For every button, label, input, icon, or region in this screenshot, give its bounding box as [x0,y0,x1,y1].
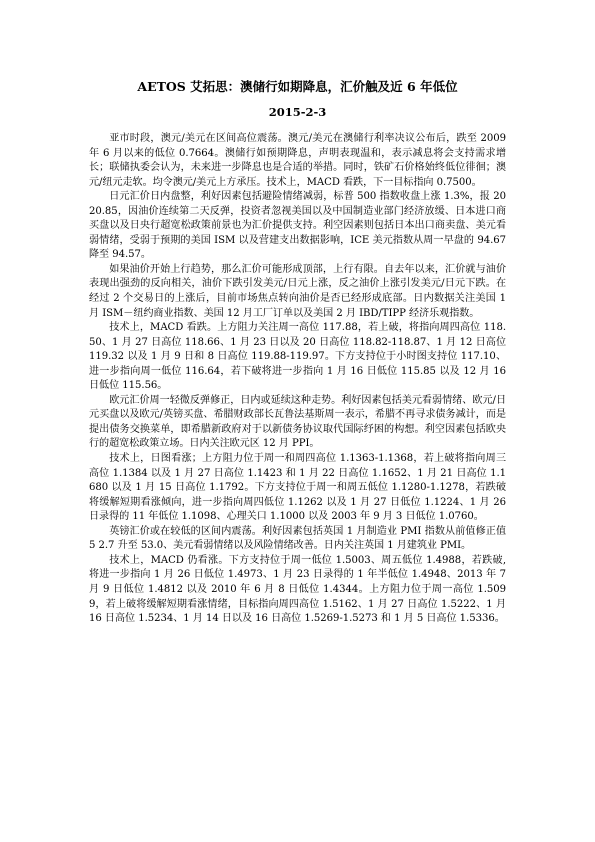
paragraph-eur-technical: 技术上，日图看涨；上方阻力位于周一和周四高位 1.1363-1.1368，若上破将指向周三高位 1.1384 以及 1 月 27 日高位 1.1423 和 1 月 22 日高位 1.1652、1 月 21 日高位 1.1680 以及 1 月 15 日高位 1.1792。下方支持位于周一和周五低位 1.1280-1.1278，若跌破将缓解短期看涨倾向，进一步指向周四低位 1.1262 以及 1 月 27 日低位 1.1224、1 月 26 日录得的 11 年低位 1.1098、心理关口 1.1000 以及 2003 年 9 月 3 日低位 1.0760。 [89,453,506,523]
paragraph-gbp-fundamentals: 英镑汇价或在较低的区间内震荡。利好因素包括英国 1 月制造业 PMI 指数从前值修正值 5 2.7 升至 53.0、美元看弱情绪以及风险情绪改善。日内关注英国 1 月建筑业 PMI。 [89,525,506,552]
paragraph-jpy-oil: 如果油价开始上行趋势，那么汇价可能形成顶部，上行有限。自去年以来，汇价就与油价表现出强劲的反向相关，油价下跌引发美元/日元上涨，反之油价上涨引发美元/日元下跌。在经过 2 个交易日的上涨后，目前市场焦点转向油价是否已经形成底部。日内数据关注美国 1 月 ISM－纽约商业指数、美国 12 月工厂订单以及美国 2 月 IBD/TIPP 经济乐观指数。 [89,263,506,319]
paragraph-eur-fundamentals: 欧元汇价周一轻微反弹修正，日内或延续这种走势。利好因素包括美元看弱情绪、欧元/日元买盘以及欧元/英镑买盘、希腊财政部长瓦鲁法基斯周一表示，希腊不再寻求债务减计，而是提出债务交换菜单，即希腊新政府对于以新债务协议取代国际纾困的构想。利空因素包括欧央行的超宽松政策立场。日内关注欧元区 12 月 PPI。 [89,394,506,450]
article-date: 2015-2-3 [268,105,327,119]
paragraph-aud: 亚市时段，澳元/美元在区间高位震荡。澳元/美元在澳储行利率决议公布后，跌至 2009 年 6 月以来的低位 0.7664。澳储行如预期降息，声明表现温和，表示减息将会支持需求增长；联储执委会认为，未来进一步降息也是合适的举措。同时，铁矿石价格始终低位徘徊；澳元/纽元走软。均令澳元/美元上方承压。技术上，MACD 看跌，下一目标指向 0.7500。 [89,133,506,188]
paragraph-gbp-technical: 技术上，MACD 仍看涨。下方支持位于周一低位 1.5003、周五低位 1.4988，若跌破,将进一步指向 1 月 26 日低位 1.4973、1 月 23 日录得的 1 年半低位 1.4948、2013 年 7 月 9 日低位 1.4812 以及 2010 年 6 月 8 日低位 1.4344。上方阻力位于周一高位 1.5099，若上破将缓解短期看涨情绪，目标指向周四高位 1.5162、1 月 27 日高位 1.5222、1 月 16 日高位 1.5234、1 月 14 日以及 16 日高位 1.5269-1.5273 和 1 月 5 日高位 1.5336。 [89,554,506,625]
article-body [89,132,506,627]
paragraph-jpy-fundamentals: 日元汇价日内盘整，利好因素包括避险情绪减弱，标普 500 指数收盘上涨 1.3%，报 2020.85，因油价连续第二天反弹，投资者忽视美国以及中国制造业部门经济放缓、日本进口商买盘以及日央行超宽松政策前景也为汇价提供支持。利空因素则包括日本出口商卖盘、美元看弱情绪，受弱于预期的美国 ISM 以及营建支出数据影响，ICE 美元指数从周一早盘的 94.67 降至 94.57。 [89,191,506,261]
article-title: AETOS 艾拓思：澳储行如期降息，汇价触及近 6 年低位 [137,79,458,94]
paragraph-jpy-technical: 技术上，MACD 看跌。上方阻力关注周一高位 117.88，若上破，将指向周四高位 118.50、1 月 27 日高位 118.66、1 月 23 日以及 20 日高位 118.82-118.87、1 月 12 日高位 119.32 以及 1 月 9 日和 8 日高位 119.88-119.97。下方支持位于小时图支持位 117.10、进一步指向周一低位 116.64，若下破将进一步指向 1 月 16 日低位 115.85 以及 12 月 16 日低位 115.56。 [89,322,506,392]
